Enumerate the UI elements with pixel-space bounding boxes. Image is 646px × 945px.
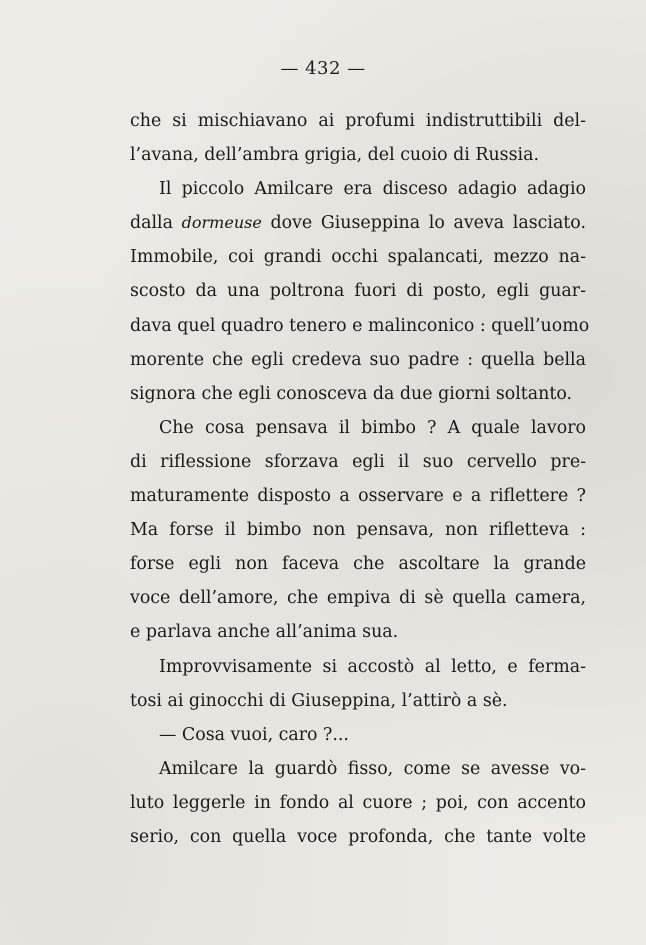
text-line-15: voce dell’amore, che empiva di sè quella camera, xyxy=(130,588,586,609)
text-line-21: luto leggerle in fondo al cuore ; poi, con accento xyxy=(130,792,586,813)
text-line-20: Amilcare la guardò fisso, come se avesse vo- xyxy=(159,758,586,779)
text-line-4 xyxy=(130,206,586,240)
text-line-9: signora che egli conosceva da due giorni soltanto. xyxy=(130,383,573,404)
text-line-12: maturamente disposto a osservare e a riflettere ? xyxy=(130,486,586,507)
page-number: — 432 — xyxy=(280,58,366,79)
text-line-16: e parlava anche all’anima sua. xyxy=(130,622,399,643)
text-segment: dalla xyxy=(130,213,182,234)
text-line-22: serio, con quella voce profonda, che tante volte xyxy=(130,826,586,847)
text-line-2: l’avana, dell’ambra grigia, del cuoio di Russia. xyxy=(130,145,539,166)
text-line-11: di riflessione sforzava egli il suo cervello pre- xyxy=(130,451,586,472)
text-line-1: che si mischiavano ai profumi indistruttibili del- xyxy=(130,111,586,131)
text-line-5: Immobile, coi grandi occhi spalancati, mezzo na- xyxy=(130,247,586,268)
italic-word-dormeuse: dormeuse xyxy=(181,213,262,233)
text-line-3: Il piccolo Amilcare era disceso adagio adagio xyxy=(159,179,586,200)
text-line-7: dava quel quadro tenero e malinconico : quell’uomo xyxy=(130,315,590,336)
text-line-8: morente che egli credeva suo padre : quella bella xyxy=(130,349,586,370)
text-line-10: Che cosa pensava il bimbo ? A quale lavoro xyxy=(159,417,586,438)
text-line-17: Improvvisamente si accostò al letto, e ferma- xyxy=(159,656,586,677)
text-line-18: tosi ai ginocchi di Giuseppina, l’attirò a sè. xyxy=(130,690,508,711)
text-line-13: Ma forse il bimbo non pensava, non rifletteva : xyxy=(130,520,586,541)
text-line-14: forse egli non faceva che ascoltare la grande xyxy=(130,554,586,575)
text-line-19: — Cosa vuoi, caro ?... xyxy=(159,724,349,745)
text-line-6: scosto da una poltrona fuori di posto, egli guar- xyxy=(130,281,586,302)
text-segment: dove Giuseppina lo aveva lasciato. xyxy=(261,213,586,234)
body-text xyxy=(130,104,590,854)
